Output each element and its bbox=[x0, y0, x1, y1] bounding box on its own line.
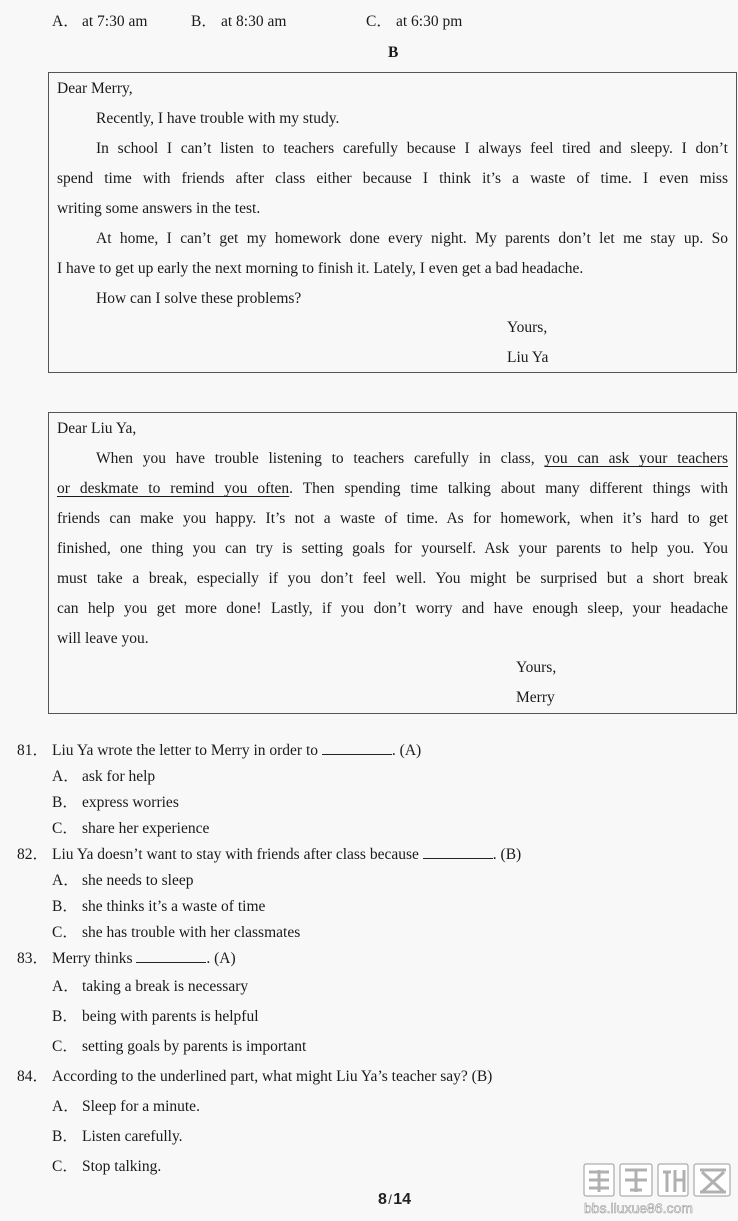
question-82: 82． Liu Ya doesn’t want to stay with friends after class because . (B) bbox=[17, 846, 522, 863]
question-84-option-b: B． Listen carefully. bbox=[52, 1128, 183, 1145]
question-83: 83． Merry thinks . (A) bbox=[17, 950, 236, 967]
letter1-line: Recently, I have trouble with my study. bbox=[96, 110, 340, 127]
question-82-option-c: C． she has trouble with her classmates bbox=[52, 924, 301, 941]
letter1-closing: Yours, bbox=[507, 319, 548, 336]
underlined-part: you can ask your teachers bbox=[544, 450, 728, 467]
question-81-option-c: C． share her experience bbox=[52, 820, 210, 837]
letter1-line: How can I solve these problems? bbox=[96, 290, 302, 307]
question-83-option-a: A． taking a break is necessary bbox=[52, 978, 249, 995]
question-84: 84． According to the underlined part, what might Liu Ya’s teacher say? (B) bbox=[17, 1068, 493, 1085]
letter-box-liu-ya bbox=[48, 72, 737, 373]
answer-blank bbox=[136, 950, 206, 963]
question-81: 81． Liu Ya wrote the letter to Merry in order to . (A) bbox=[17, 742, 422, 759]
letter2-signature: Merry bbox=[516, 689, 555, 706]
letter1-greeting: Dear Merry, bbox=[57, 80, 133, 97]
question-84-option-c: C． Stop talking. bbox=[52, 1158, 162, 1175]
prev-option-c: C． at 6:30 pm bbox=[366, 13, 463, 30]
letter1-line: In school I can’t listen to teachers carefully because I always feel tired and sleepy. I don’t bbox=[96, 140, 728, 157]
letter2-line: must take a break, especially if you don’t feel well. You might be surprised but a short break bbox=[57, 570, 728, 587]
question-82-option-b: B． she thinks it’s a waste of time bbox=[52, 898, 266, 915]
letter1-line: writing some answers in the test. bbox=[57, 200, 261, 217]
question-81-option-a: A． ask for help bbox=[52, 768, 156, 785]
letter2-line: can help you get more done! Lastly, if you don’t worry and have enough sleep, your headache bbox=[57, 600, 728, 617]
letter1-line: At home, I can’t get my homework done every night. My parents don’t let me stay up. So bbox=[96, 230, 728, 247]
underlined-part: or deskmate to remind you often bbox=[57, 480, 290, 497]
letter1-line: I have to get up early the next morning to finish it. Lately, I even get a bad headache. bbox=[57, 260, 584, 277]
question-83-option-c: C． setting goals by parents is important bbox=[52, 1038, 307, 1055]
letter-box-merry bbox=[48, 412, 737, 714]
letter2-greeting: Dear Liu Ya, bbox=[57, 420, 137, 437]
letter1-line: spend time with friends after class either because I think it’s a waste of time. I even miss bbox=[57, 170, 728, 187]
letter2-line: will leave you. bbox=[57, 630, 149, 647]
question-82-option-a: A． she needs to sleep bbox=[52, 872, 194, 889]
prev-option-a: A． at 7:30 am bbox=[52, 13, 148, 30]
question-83-option-b: B． being with parents is helpful bbox=[52, 1008, 259, 1025]
letter2-closing: Yours, bbox=[516, 659, 557, 676]
question-81-option-b: B． express worries bbox=[52, 794, 179, 811]
prev-option-b: B． at 8:30 am bbox=[191, 13, 287, 30]
letter2-line: When you have trouble listening to teachers carefully in class, you can ask your teachers bbox=[96, 450, 728, 467]
answer-blank bbox=[423, 846, 493, 859]
letter2-line: finished, one thing you can try is setting goals for yourself. Ask your parents to help you. You bbox=[57, 540, 728, 557]
letter2-line: or deskmate to remind you often. Then spending time talking about many different things with bbox=[57, 480, 728, 497]
section-label: B bbox=[388, 44, 399, 61]
watermark-url: bbs.liuxue86.com bbox=[584, 1200, 693, 1216]
watermark-logo bbox=[580, 1160, 735, 1218]
answer-blank bbox=[322, 742, 392, 755]
page-number: 8 / 14 bbox=[378, 1191, 412, 1208]
letter2-line: friends can make you happy. It’s not a waste of time. As for homework, when it’s hard to get bbox=[57, 510, 728, 527]
letter1-signature: Liu Ya bbox=[507, 349, 549, 366]
question-84-option-a: A． Sleep for a minute. bbox=[52, 1098, 200, 1115]
